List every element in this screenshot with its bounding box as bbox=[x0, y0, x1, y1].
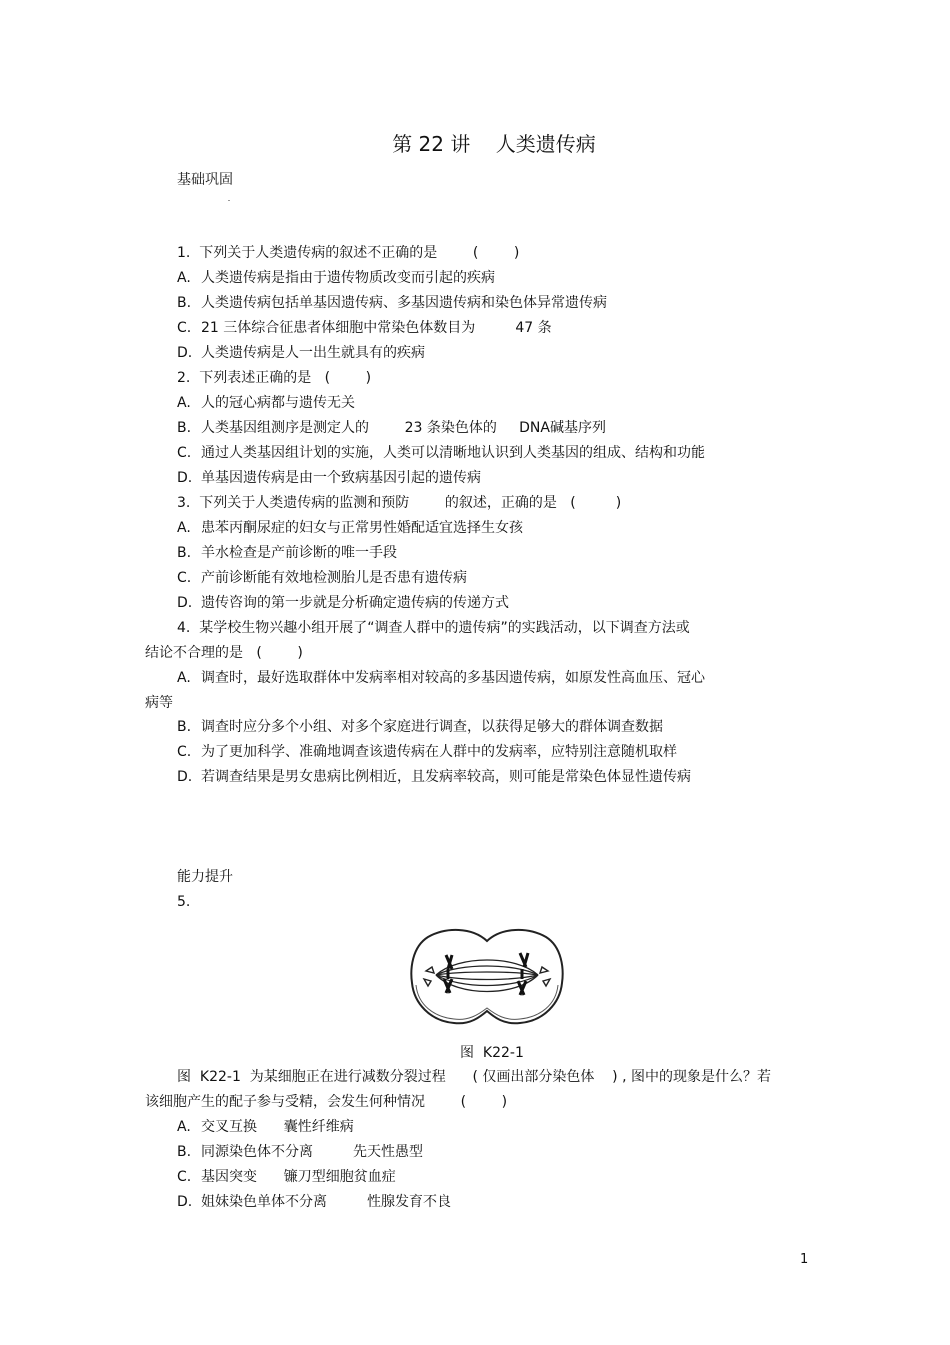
question-3-stem: 3. 下列关于人类遗传病的监测和预防 的叙述，正确的是 ( ) bbox=[177, 495, 622, 511]
question-3-option-d: D. 遗传咨询的第一步就是分析确定遗传病的传递方式 bbox=[177, 595, 509, 611]
question-4-stem-line-2: 结论不合理的是 ( ) bbox=[145, 645, 303, 661]
question-4-stem-line-1: 4. 某学校生物兴趣小组开展了“调查人群中的遗传病”的实践活动，以下调查方法或 bbox=[177, 620, 690, 636]
section-advanced-heading: 能力提升 bbox=[177, 869, 233, 885]
question-2-option-b: B. 人类基因组测序是测定人的 23 条染色体的 DNA碱基序列 bbox=[177, 420, 606, 436]
page-number: 1 bbox=[800, 1252, 809, 1267]
question-4-option-a-continuation: 病等 bbox=[145, 695, 173, 711]
cell-division-figure bbox=[408, 925, 566, 1027]
question-5-option-d: D. 姐妹染色单体不分离 性腺发育不良 bbox=[177, 1194, 452, 1210]
question-5-number: 5. bbox=[177, 894, 191, 910]
question-2-stem: 2. 下列表述正确的是 ( ) bbox=[177, 370, 372, 386]
section-basic-heading: 基础巩固 bbox=[177, 172, 233, 188]
question-4-option-c: C. 为了更加科学、准确地调查该遗传病在人群中的发病率，应特别注意随机取样 bbox=[177, 744, 677, 760]
question-1-option-d: D. 人类遗传病是人一出生就具有的疾病 bbox=[177, 345, 425, 361]
question-2-option-c: C. 通过人类基因组计划的实施，人类可以清晰地认识到人类基因的组成、结构和功能 bbox=[177, 445, 705, 461]
question-2-option-d: D. 单基因遗传病是由一个致病基因引起的遗传病 bbox=[177, 470, 481, 486]
question-5-option-c: C. 基因突变 镰刀型细胞贫血症 bbox=[177, 1169, 396, 1185]
question-1-option-b: B. 人类遗传病包括单基因遗传病、多基因遗传病和染色体异常遗传病 bbox=[177, 295, 607, 311]
question-4-option-d: D. 若调查结果是男女患病比例相近，且发病率较高，则可能是常染色体显性遗传病 bbox=[177, 769, 691, 785]
question-3-option-a: A. 患苯丙酮尿症的妇女与正常男性婚配适宜选择生女孩 bbox=[177, 520, 523, 536]
question-3-option-c: C. 产前诊断能有效地检测胎儿是否患有遗传病 bbox=[177, 570, 467, 586]
question-4-option-a: A. 调查时，最好选取群体中发病率相对较高的多基因遗传病，如原发性高血压、冠心 bbox=[177, 670, 705, 686]
question-5-stem-line-1: 图 K22-1 为某细胞正在进行减数分裂过程 ( 仅画出部分染色体 ) , 图中的现象是什么？若 bbox=[177, 1069, 771, 1085]
scan-speck bbox=[228, 200, 230, 201]
question-4-option-b: B. 调查时应分多个小组、对多个家庭进行调查，以获得足够大的群体调查数据 bbox=[177, 719, 663, 735]
question-1-stem: 1. 下列关于人类遗传病的叙述不正确的是 ( ) bbox=[177, 245, 520, 261]
question-2-option-a: A. 人的冠心病都与遗传无关 bbox=[177, 395, 355, 411]
page-title: 第 22 讲 人类遗传病 bbox=[392, 132, 596, 156]
question-3-option-b: B. 羊水检查是产前诊断的唯一手段 bbox=[177, 545, 397, 561]
question-5-option-b: B. 同源染色体不分离 先天性愚型 bbox=[177, 1144, 424, 1160]
question-5-stem-line-2: 该细胞产生的配子参与受精，会发生何种情况 ( ) bbox=[145, 1094, 508, 1110]
question-1-option-c: C. 21 三体综合征患者体细胞中常染色体数目为 47 条 bbox=[177, 320, 552, 336]
question-1-option-a: A. 人类遗传病是指由于遗传物质改变而引起的疾病 bbox=[177, 270, 495, 286]
question-5-option-a: A. 交叉互换 囊性纤维病 bbox=[177, 1119, 354, 1135]
figure-caption: 图 K22-1 bbox=[460, 1045, 524, 1061]
